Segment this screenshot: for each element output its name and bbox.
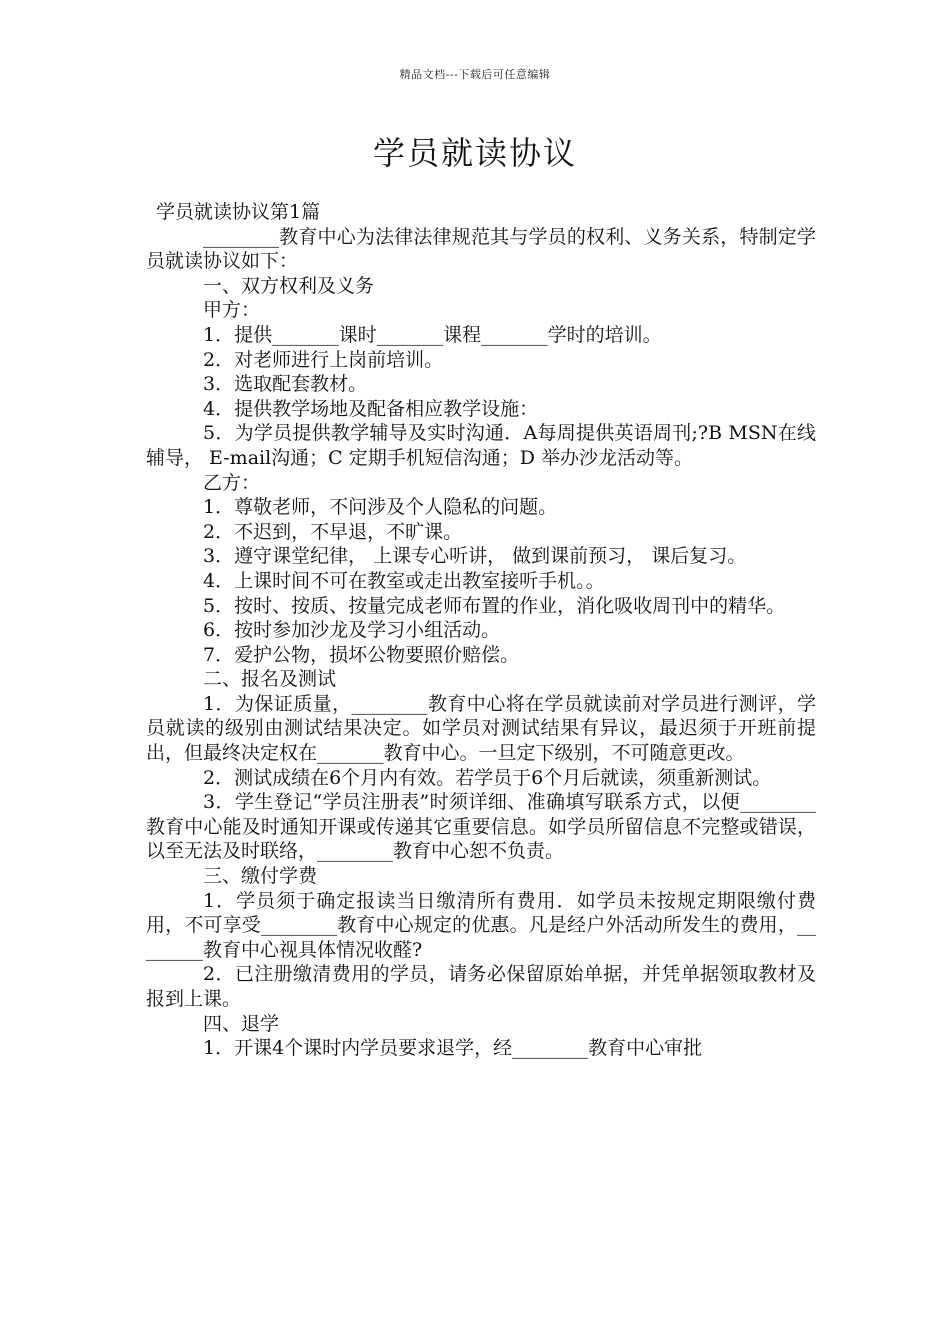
- paragraph: 三、缴付学费: [203, 865, 318, 888]
- paragraph: 一、双方权利及义务: [203, 274, 375, 297]
- paragraph: 二、报名及测试: [203, 668, 337, 691]
- paragraph: 甲方：: [203, 299, 261, 322]
- paragraph: 2．已注册缴清费用的学员，请务必保留原始单据，并凭单据领取教材及报到上课。: [146, 963, 816, 1010]
- paragraph: 乙方：: [203, 471, 261, 494]
- paragraph: ________教育中心为法律法律规范其与学员的权利、义务关系，特制定学员就读协议如下：: [146, 225, 816, 273]
- paragraph: 5．为学员提供教学辅导及实时沟通．A每周提供英语周刊;?B MSN在线辅导， E-mail沟通；C 定期手机短信沟通；D 举办沙龙活动等。: [146, 422, 816, 469]
- paragraph: 6．按时参加沙龙及学习小组活动。: [203, 619, 501, 642]
- paragraph: 四、退学: [203, 1012, 280, 1035]
- paragraph: 5．按时、按质、按量完成老师布置的作业，消化吸收周刊中的精华。: [203, 594, 786, 617]
- section-heading: 学员就读协议第1篇: [156, 201, 321, 223]
- paragraph: 3．选取配套教材。: [203, 373, 368, 396]
- paragraph: 1．学员须于确定报读当日缴清所有费用．如学员未按规定期限缴付费用，不可享受________教育中心规定的优惠。凡是经户外活动所发生的费用，________教育中心视具体情况收醛?: [146, 889, 816, 961]
- header-note: 精品文档---下载后可任意编辑: [399, 68, 551, 81]
- paragraph: 1．开课4个课时内学员要求退学，经________教育中心审批: [203, 1037, 703, 1060]
- paragraph: 7．爱护公物，损坏公物要照价赔偿。: [203, 643, 520, 666]
- paragraph: 3．遵守课堂纪律， 上课专心听讲， 做到课前预习， 课后复习。: [203, 545, 747, 568]
- document-title: 学员就读协议: [372, 134, 577, 172]
- paragraph: 2．对老师进行上岗前培训。: [203, 348, 444, 371]
- paragraph: 2．不迟到，不早退，不旷课。: [203, 520, 463, 543]
- paragraph: 4．提供教学场地及配备相应教学设施：: [203, 397, 539, 420]
- paragraph: 3．学生登记“学员注册表”时须详细、准确填写联系方式，以便________教育中心能及时通知开课或传递其它重要信息。如学员所留信息不完整或错误，以至无法及时联络，________教育中心恕不负责。: [146, 791, 816, 863]
- document-body: [146, 200, 816, 1061]
- paragraph: 2．测试成绩在6个月内有效。若学员于6个月后就读，须重新测试。: [203, 766, 772, 789]
- paragraph: 1．提供_______课时_______课程_______学时的培训。: [203, 323, 662, 346]
- paragraph: 4．上课时间不可在教室或走出教室接听手机。。: [203, 569, 605, 592]
- paragraph: 1．为保证质量，________教育中心将在学员就读前对学员进行测评，学员就读的级别由测试结果决定。如学员对测试结果有异议，最迟须于开班前提出，但最终决定权在_______教育中心。一旦定下级别，不可随意更改。: [146, 692, 816, 765]
- paragraph: 1．尊敬老师，不问涉及个人隐私的问题。: [203, 496, 558, 519]
